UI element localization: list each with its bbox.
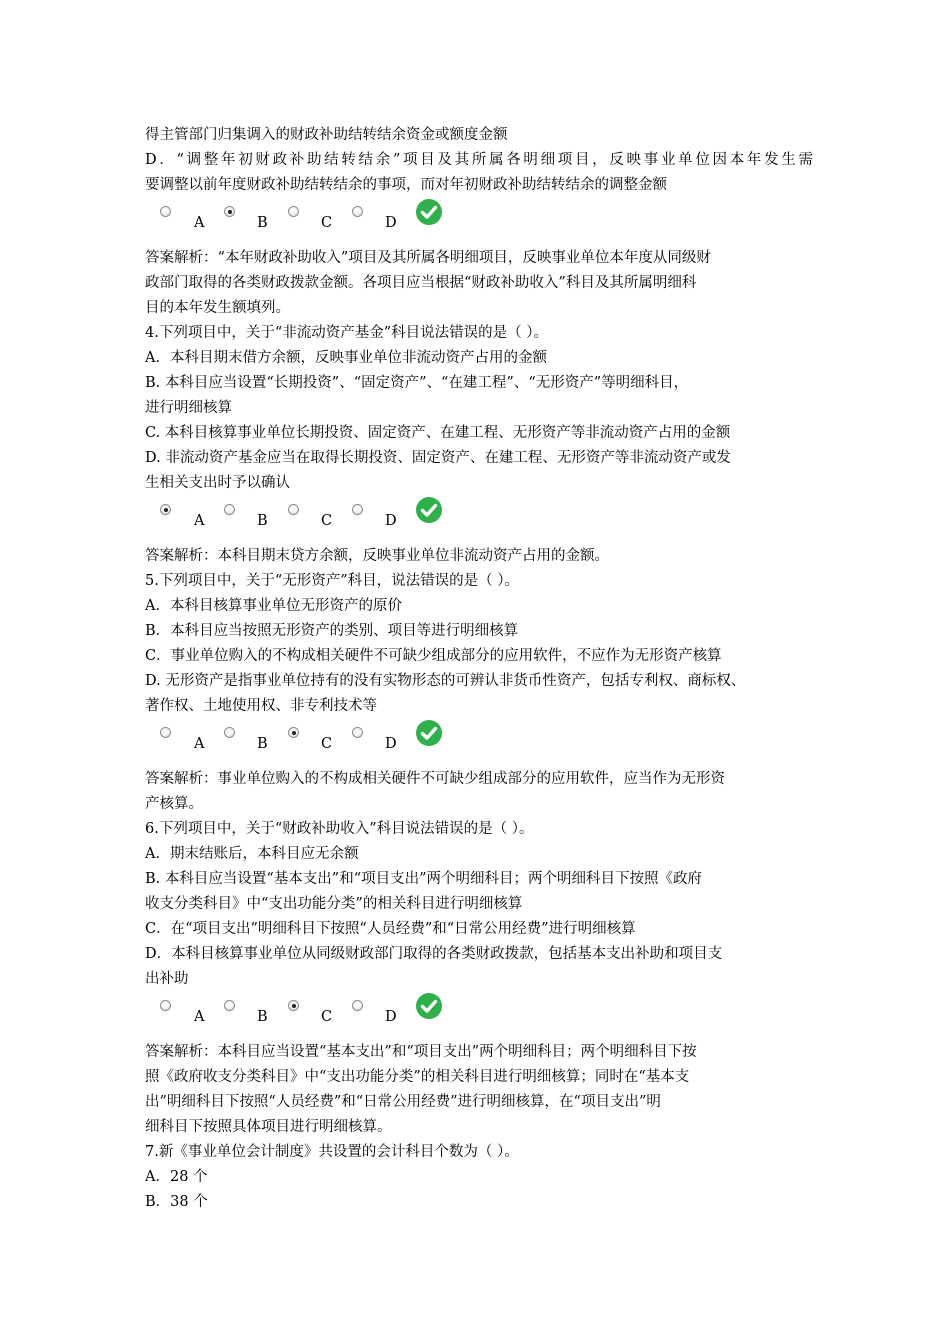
answer-options-q3 xyxy=(145,198,813,246)
text-line: C．事业单位购入的不构成相关硬件不可缺少组成部分的应用软件，不应作为无形资产核算 xyxy=(145,648,722,664)
option-label-d: D xyxy=(385,1009,397,1025)
option-label-a: A xyxy=(194,215,205,231)
text-line: 照《政府收支分类科目》中“支出功能分类”的相关科目进行明细核算；同时在“基本支 xyxy=(145,1069,690,1085)
radio-option-c[interactable] xyxy=(288,504,299,515)
radio-option-c[interactable] xyxy=(288,206,299,217)
option-label-c: C xyxy=(321,736,333,752)
text-line: C. 本科目核算事业单位长期投资、固定资产、在建工程、无形资产等非流动资产占用的金额 xyxy=(145,425,731,441)
text-line: D．“调整年初财政补助结转结余”项目及其所属各明细项目，反映事业单位因本年发生需 xyxy=(145,152,813,168)
green-check-icon xyxy=(415,198,443,226)
option-label-b: B xyxy=(257,513,268,529)
text-line: B. 本科目应当设置“基本支出”和“项目支出”两个明细科目；两个明细科目下按照《政府 xyxy=(145,871,703,887)
option-label-b: B xyxy=(257,736,268,752)
answer-options-q5 xyxy=(145,719,813,767)
answer-options-q4 xyxy=(145,496,813,544)
radio-option-a[interactable] xyxy=(160,206,171,217)
radio-option-b[interactable] xyxy=(224,504,235,515)
text-line: 目的本年发生额填列。 xyxy=(145,300,290,316)
radio-option-c[interactable] xyxy=(288,1000,299,1011)
radio-option-a[interactable] xyxy=(160,1000,171,1011)
text-line: A．本科目期末借方余额，反映事业单位非流动资产占用的金额 xyxy=(145,350,547,366)
text-line: D. 无形资产是指事业单位持有的没有实物形态的可辨认非货币性资产，包括专利权、商标权、 xyxy=(145,673,746,689)
radio-option-d[interactable] xyxy=(352,206,363,217)
radio-option-c[interactable] xyxy=(288,727,299,738)
text-line: 著作权、土地使用权、非专利技术等 xyxy=(145,698,377,714)
option-label-c: C xyxy=(321,215,333,231)
radio-option-a[interactable] xyxy=(160,504,171,515)
option-label-a: A xyxy=(194,1009,205,1025)
text-line: 细科目下按照具体项目进行明细核算。 xyxy=(145,1119,392,1135)
option-label-d: D xyxy=(385,215,397,231)
option-label-d: D xyxy=(385,513,397,529)
green-check-icon xyxy=(415,496,443,524)
text-line: B．38 个 xyxy=(145,1194,208,1210)
text-line: 答案解析：本科目期末贷方余额，反映事业单位非流动资产占用的金额。 xyxy=(145,548,609,564)
text-line: D．本科目核算事业单位从同级财政部门取得的各类财政拨款，包括基本支出补助和项目支 xyxy=(145,946,723,962)
radio-option-d[interactable] xyxy=(352,504,363,515)
green-check-icon xyxy=(415,719,443,747)
question-title: 7.新《事业单位会计制度》共设置的会计科目个数为（ ）。 xyxy=(145,1144,519,1160)
text-line: D. 非流动资产基金应当在取得长期投资、固定资产、在建工程、无形资产等非流动资产或发 xyxy=(145,450,731,466)
radio-option-b[interactable] xyxy=(224,727,235,738)
radio-option-d[interactable] xyxy=(352,727,363,738)
text-line: 答案解析：“本年财政补助收入”项目及其所属各明细项目，反映事业单位本年度从同级财 xyxy=(145,250,711,266)
radio-option-b[interactable] xyxy=(224,1000,235,1011)
text-line: B．本科目应当按照无形资产的类别、项目等进行明细核算 xyxy=(145,623,519,639)
text-line: 政部门取得的各类财政拨款金额。各项目应当根据“财政补助收入”科目及其所属明细科 xyxy=(145,275,697,291)
radio-option-a[interactable] xyxy=(160,727,171,738)
text-line: A．本科目核算事业单位无形资产的原价 xyxy=(145,598,402,614)
text-line: 答案解析：事业单位购入的不构成相关硬件不可缺少组成部分的应用软件，应当作为无形资 xyxy=(145,771,725,787)
text-line: 生相关支出时予以确认 xyxy=(145,475,290,491)
text-line: 产核算。 xyxy=(145,796,203,812)
text-line: 进行明细核算 xyxy=(145,400,232,416)
option-label-c: C xyxy=(321,513,333,529)
text-line: A．期末结账后，本科目应无余额 xyxy=(145,846,359,862)
text-line: 答案解析：本科目应当设置“基本支出”和“项目支出”两个明细科目；两个明细科目下按 xyxy=(145,1044,697,1060)
text-line: C．在“项目支出”明细科目下按照“人员经费”和“日常公用经费”进行明细核算 xyxy=(145,921,636,937)
green-check-icon xyxy=(415,992,443,1020)
text-line: 出补助 xyxy=(145,971,189,987)
text-line: B. 本科目应当设置“长期投资”、“固定资产”、“在建工程”、“无形资产”等明细科目， xyxy=(145,375,689,391)
option-label-a: A xyxy=(194,736,205,752)
radio-option-d[interactable] xyxy=(352,1000,363,1011)
option-label-b: B xyxy=(257,1009,268,1025)
question-title: 5.下列项目中，关于“无形资产”科目，说法错误的是（ ）。 xyxy=(145,573,520,589)
text-line: 收支分类科目》中“支出功能分类”的相关科目进行明细核算 xyxy=(145,896,523,912)
option-label-c: C xyxy=(321,1009,333,1025)
text-line: A．28 个 xyxy=(145,1169,208,1185)
option-label-d: D xyxy=(385,736,397,752)
option-label-b: B xyxy=(257,215,268,231)
text-line: 要调整以前年度财政补助结转结余的事项，而对年初财政补助结转结余的调整金额 xyxy=(145,177,667,193)
question-title: 6.下列项目中，关于“财政补助收入”科目说法错误的是（ ）。 xyxy=(145,821,534,837)
text-line: 出”明细科目下按照“人员经费”和“日常公用经费”进行明细核算，在“项目支出”明 xyxy=(145,1094,661,1110)
answer-options-q6 xyxy=(145,992,813,1040)
document-page xyxy=(145,123,813,1215)
radio-option-b[interactable] xyxy=(224,206,235,217)
question-title: 4.下列项目中，关于“非流动资产基金”科目说法错误的是（ ）。 xyxy=(145,325,549,341)
option-label-a: A xyxy=(194,513,205,529)
text-line: 得主管部门归集调入的财政补助结转结余资金或额度金额 xyxy=(145,127,508,143)
